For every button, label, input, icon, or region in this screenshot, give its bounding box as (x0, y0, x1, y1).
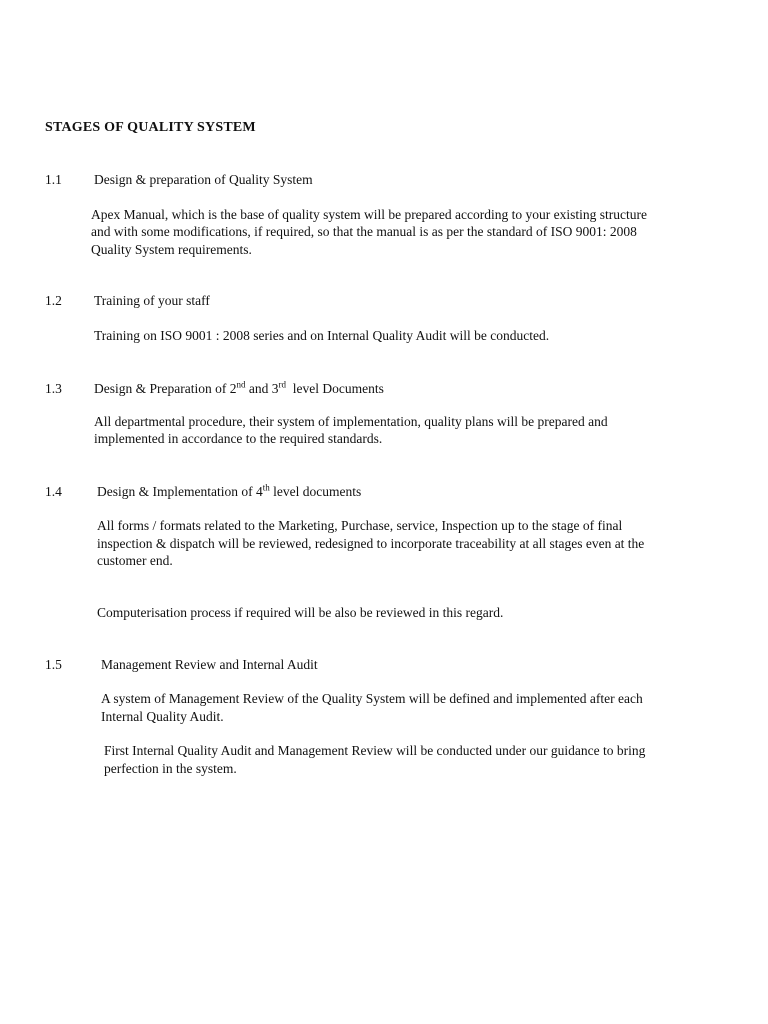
superscript: th (262, 482, 270, 493)
section-1-1-para-line: Quality System requirements. (91, 242, 252, 257)
section-heading-1-5: Management Review and Internal Audit (101, 657, 318, 672)
section-1-2-para-line: Training on ISO 9001 : 2008 series and on Internal Quality Audit will be conducted. (94, 328, 550, 343)
section-heading-1-1: Design & preparation of Quality System (94, 172, 313, 187)
section-number-1-4: 1.4 (45, 484, 62, 499)
section-number-1-3: 1.3 (45, 381, 62, 396)
superscript: rd (278, 379, 286, 390)
heading-text: Design & Preparation of 2 (94, 381, 237, 396)
heading-text: Design & Implementation of 4 (97, 484, 263, 499)
section-number-1-5: 1.5 (45, 657, 62, 672)
heading-text: and 3 (245, 381, 279, 396)
section-number-1-1: 1.1 (45, 172, 62, 187)
section-1-5-para-line: Internal Quality Audit. (101, 709, 224, 724)
section-1-5-para-line: First Internal Quality Audit and Management Review will be conducted under our guidance to bring (104, 743, 646, 758)
section-number-1-2: 1.2 (45, 293, 62, 308)
section-1-4-para-line: inspection & dispatch will be reviewed, redesigned to incorporate traceability at all stages even at the (97, 536, 645, 551)
heading-text: level Documents (285, 381, 384, 396)
section-1-3-para-line: implemented in accordance to the required standards. (94, 431, 383, 446)
heading-text: level documents (269, 484, 362, 499)
section-1-1-para-line: and with some modifications, if required, so that the manual is as per the standard of ISO 9001: 2008 (91, 224, 637, 239)
section-1-1-para-line: Apex Manual, which is the base of quality system will be prepared according to your existing structure (91, 207, 647, 222)
section-1-5-para-line: perfection in the system. (104, 761, 237, 776)
section-heading-1-3 (94, 380, 384, 398)
section-1-4-para-line: Computerisation process if required will be also be reviewed in this regard. (97, 605, 504, 620)
page-title: STAGES OF QUALITY SYSTEM (45, 120, 256, 135)
superscript: nd (236, 379, 246, 390)
section-1-4-para-line: customer end. (97, 553, 173, 568)
section-1-5-para-line: A system of Management Review of the Quality System will be defined and implemented after each (101, 691, 643, 706)
section-1-3-para-line: All departmental procedure, their system of implementation, quality plans will be prepared and (94, 414, 608, 429)
section-heading-1-2: Training of your staff (94, 293, 210, 308)
section-1-4-para-line: All forms / formats related to the Marketing, Purchase, service, Inspection up to the stage of final (97, 518, 623, 533)
section-heading-1-4 (97, 483, 361, 501)
